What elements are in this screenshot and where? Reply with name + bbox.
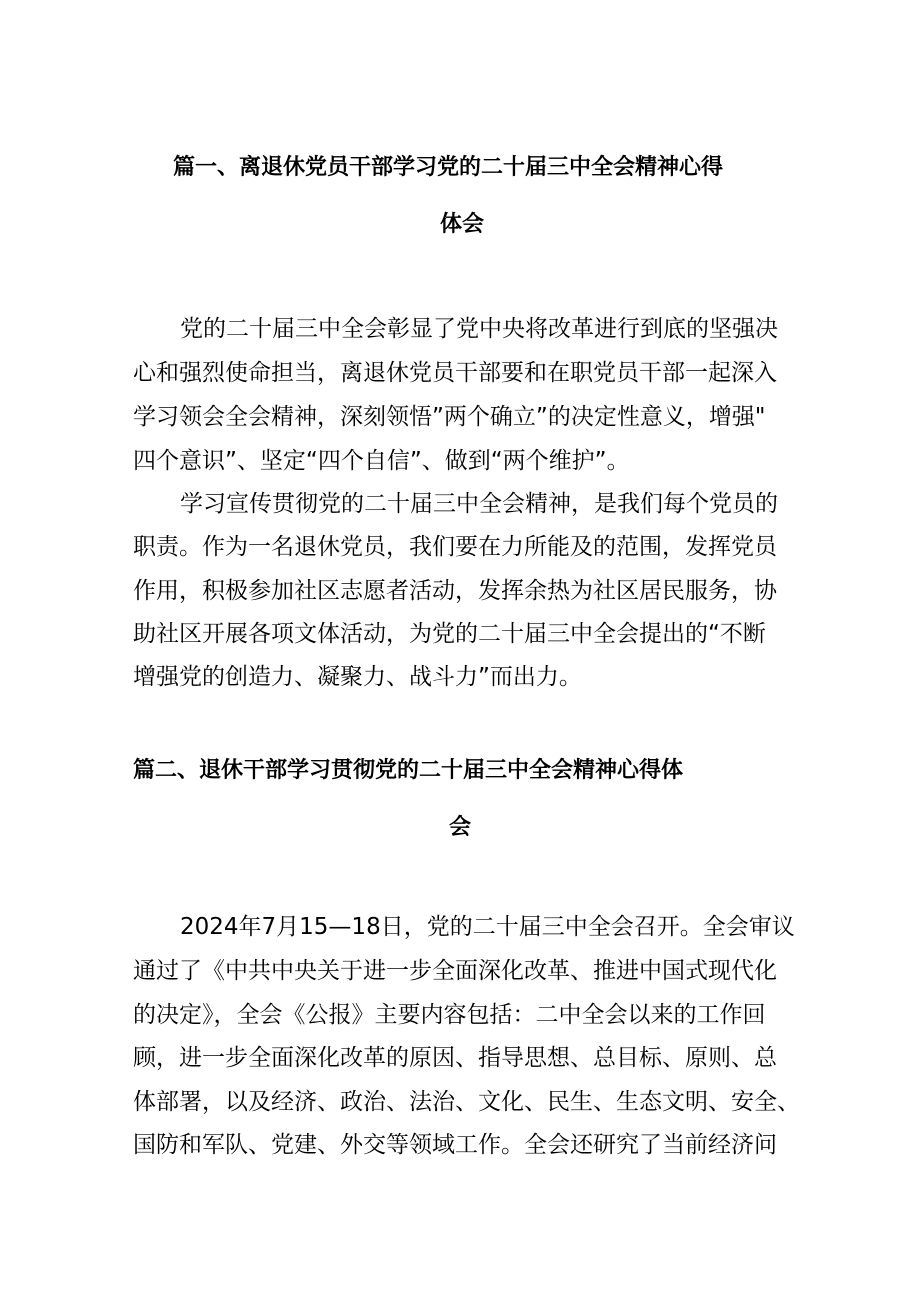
section1-paragraph2-line4: 助社区开展各项文体活动，为党的二十届三中全会提出的“不断 (133, 621, 766, 647)
section2-paragraph1-line1: 2024年7月15—18日，党的二十届三中全会召开。全会审议 (180, 914, 795, 940)
section2-paragraph1-line3: 的决定》，全会《公报》主要内容包括：二中全会以来的工作回 (133, 1002, 766, 1028)
section1-paragraph2-line1: 学习宣传贯彻党的二十届三中全会精神，是我们每个党员的 (180, 491, 778, 517)
section1-paragraph1-line1: 党的二十届三中全会彰显了党中央将改革进行到底的坚强决 (180, 316, 778, 342)
section2-title-line2: 会 (449, 815, 472, 840)
section1-title-line1: 篇一、离退休党员干部学习党的二十届三中全会精神心得 (173, 155, 724, 180)
section1-paragraph1-line4: 四个意识”、坚定“四个自信”、做到“两个维护”。 (133, 448, 630, 474)
section1-paragraph2-line5: 增强党的创造力、凝聚力、战斗力”而出力。 (133, 664, 582, 690)
section1-paragraph1-line3: 学习领会全会精神，深刻领悟”两个确立”的决定性意义，增强" (133, 404, 766, 430)
section1-paragraph2-line2: 职责。作为一名退休党员，我们要在力所能及的范围，发挥党员 (133, 534, 777, 560)
section1-paragraph1-line2: 心和强烈使命担当，离退休党员干部要和在职党员干部一起深入 (133, 360, 777, 386)
section1-title-line2: 体会 (440, 212, 485, 237)
section2-paragraph1-line2: 通过了《中共中央关于进一步全面深化改革、推进中国式现代化 (133, 958, 777, 984)
section2-paragraph1-line4: 顾，进一步全面深化改革的原因、指导思想、总目标、原则、总 (133, 1045, 777, 1071)
section2-title-line1: 篇二、退休干部学习贯彻党的二十届三中全会精神心得体 (133, 758, 684, 783)
section2-paragraph1-line5: 体部署，以及经济、政治、法治、文化、民生、生态文明、安全、 (133, 1089, 800, 1115)
section1-paragraph2-line3: 作用，积极参加社区志愿者活动，发挥余热为社区居民服务，协 (133, 578, 777, 604)
section2-paragraph1-line6: 国防和军队、党建、外交等领域工作。全会还研究了当前经济问 (133, 1132, 777, 1158)
